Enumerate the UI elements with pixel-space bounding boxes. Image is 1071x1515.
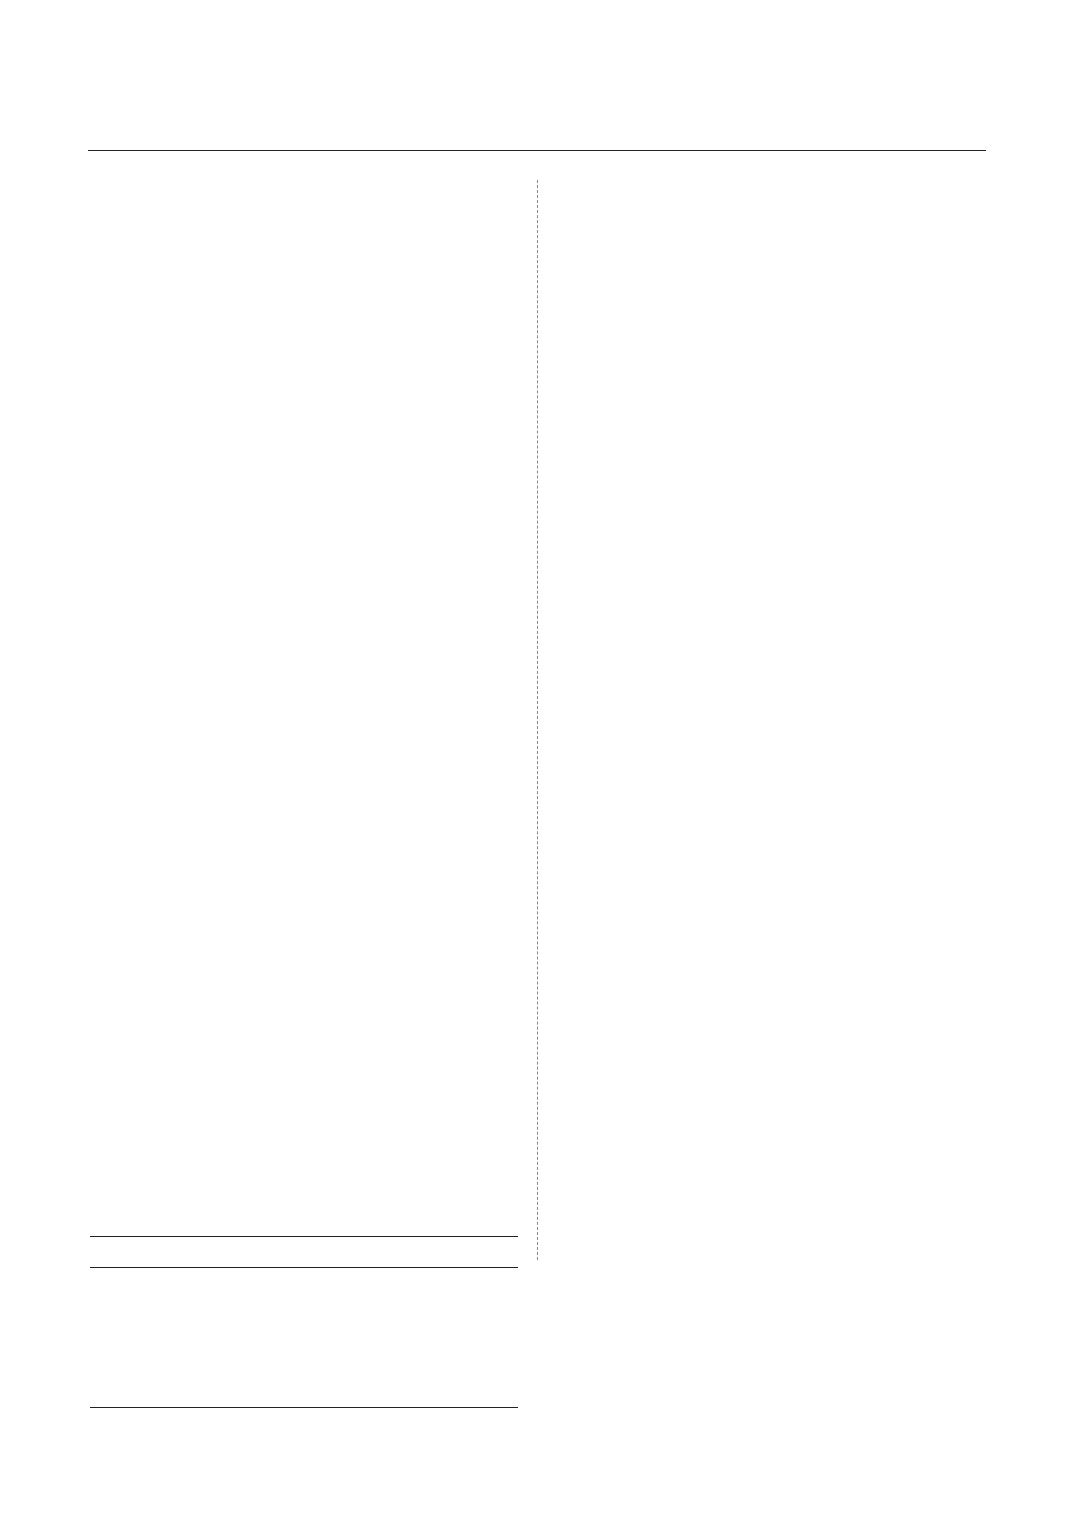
table3-cell bbox=[168, 1351, 286, 1379]
table3-header bbox=[286, 1237, 518, 1267]
table3-header bbox=[168, 1237, 286, 1267]
table3-cell bbox=[168, 1323, 286, 1351]
table3-param-line1 bbox=[90, 1267, 168, 1295]
fig6a-chart bbox=[88, 588, 298, 748]
fig5a-chart bbox=[88, 178, 303, 308]
table3-note bbox=[286, 1267, 518, 1323]
table3-cell bbox=[168, 1267, 286, 1295]
fig5b-chart bbox=[308, 178, 518, 308]
fig8b-chart bbox=[770, 178, 985, 308]
fig9b-chart bbox=[770, 598, 985, 738]
table3 bbox=[90, 1236, 518, 1408]
fig9a-chart bbox=[555, 588, 765, 738]
table3-note bbox=[286, 1323, 518, 1351]
table3-header bbox=[90, 1237, 168, 1267]
table3-cell bbox=[168, 1295, 286, 1323]
table3-param-line2 bbox=[90, 1295, 168, 1323]
header-rule bbox=[88, 150, 986, 151]
fig9c-chart bbox=[555, 792, 765, 932]
fig8a-chart bbox=[555, 178, 765, 308]
fig7-chart bbox=[298, 900, 518, 1035]
fig10-chart bbox=[768, 1030, 986, 1160]
fig6b-chart bbox=[305, 604, 520, 748]
table3-note bbox=[286, 1351, 518, 1407]
fig9d-chart bbox=[770, 800, 985, 932]
column-divider bbox=[537, 180, 538, 1260]
table3-cell bbox=[168, 1379, 286, 1407]
